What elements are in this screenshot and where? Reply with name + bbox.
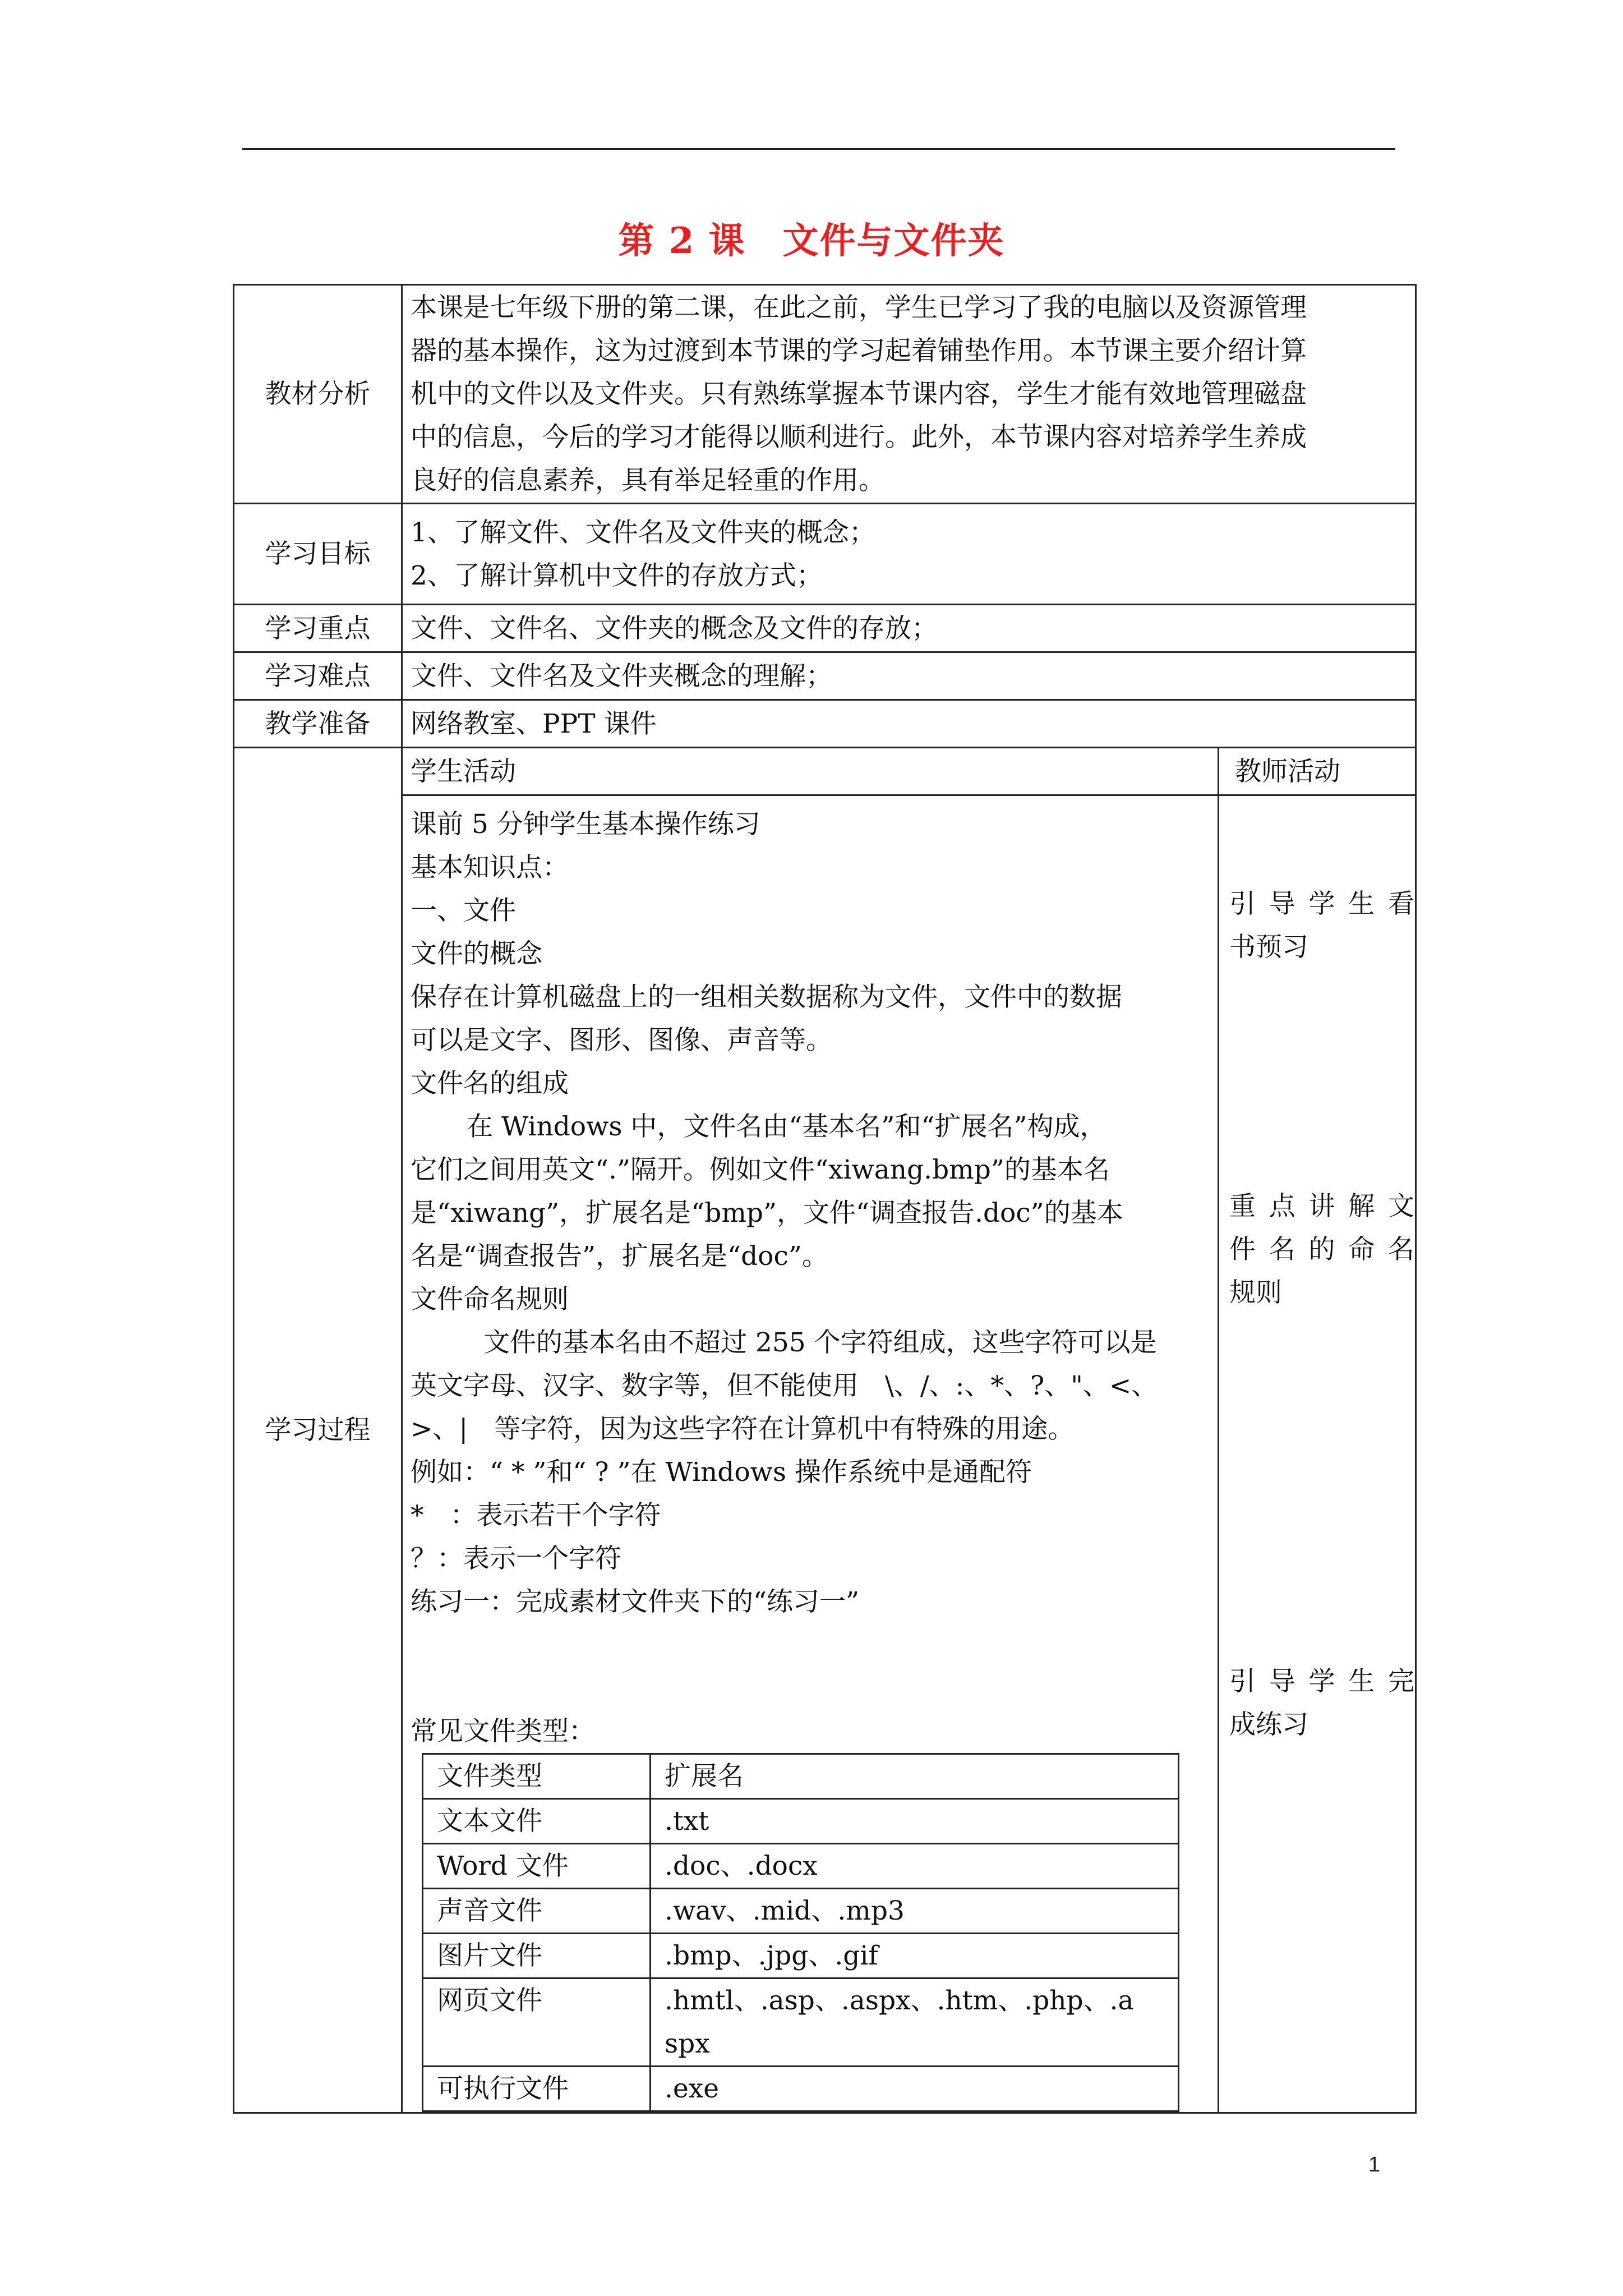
- student-line: 它们之间用英文“.”隔开。例如文件“xiwang.bmp”的基本名: [411, 1154, 1110, 1185]
- extension-cell: .exe: [651, 2067, 1179, 2111]
- material-analysis-row: [234, 285, 1416, 504]
- student-line: 课前 5 分钟学生基本操作练习: [411, 809, 760, 840]
- material-line: 器的基本操作，这为过渡到本节课的学习起着铺垫作用。本节课主要介绍计算: [411, 335, 1307, 366]
- extension-cell: .wav、.mid、.mp3: [651, 1889, 1179, 1934]
- learning-goals-row: [234, 504, 1416, 605]
- teacher-note-line: 规则: [1229, 1277, 1282, 1308]
- student-line: 一、文件: [411, 895, 516, 926]
- file-types-table: [422, 1753, 1179, 2112]
- difficulties-row: [234, 652, 1416, 700]
- material-line: 中的信息，今后的学习才能得以顺利进行。此外，本节课内容对培养学生养成: [411, 422, 1307, 453]
- learning-goals-label: 学习目标: [234, 504, 402, 605]
- header-rule: [242, 148, 1395, 150]
- extension-cell: [651, 1978, 1179, 2067]
- student-line: 英文字母、汉字、数字等，但不能使用 \、/、:、*、?、"、<、: [411, 1370, 1158, 1401]
- material-analysis-label: 教材分析: [234, 285, 402, 504]
- student-line: * ：表示若干个字符: [411, 1500, 661, 1531]
- difficulties-content: 文件、文件名及文件夹概念的理解；: [402, 652, 1416, 700]
- file-type-cell: 可执行文件: [423, 2067, 651, 2111]
- file-type-header: 文件类型: [423, 1754, 651, 1799]
- student-line: 例如：“ * ”和“ ? ”在 Windows 操作系统中是通配符: [411, 1457, 1032, 1488]
- student-line: 文件的概念: [411, 938, 542, 969]
- teacher-activity-header: 教师活动: [1219, 748, 1416, 795]
- file-type-cell: 图片文件: [423, 1934, 651, 1978]
- learning-goals-content: [402, 504, 1416, 605]
- student-activity-header: 学生活动: [402, 748, 1219, 795]
- table-row: [423, 1844, 1179, 1889]
- goal-line: 2、了解计算机中文件的存放方式；: [411, 560, 823, 591]
- student-line: 基本知识点：: [411, 852, 569, 883]
- process-body-row: [234, 795, 1416, 2113]
- table-row: [423, 1889, 1179, 1934]
- file-type-cell: Word 文件: [423, 1844, 651, 1889]
- teacher-note: [1229, 1660, 1414, 1746]
- extension-line: .hmtl、.asp、.aspx、.htm、.php、.a: [665, 1985, 1134, 2016]
- student-line: 文件名的组成: [411, 1068, 569, 1099]
- table-row: [423, 1978, 1179, 2067]
- student-line: 名是“调查报告”，扩展名是“doc”。: [411, 1241, 828, 1272]
- lesson-title: 第 2 课 文件与文件夹: [618, 220, 1005, 262]
- student-line: >、| 等字符，因为这些字符在计算机中有特殊的用途。: [411, 1414, 1075, 1444]
- teacher-note-line: 引导学生完: [1229, 1666, 1414, 1697]
- student-line: 文件的基本名由不超过 255 个字符组成，这些字符可以是: [483, 1327, 1157, 1358]
- difficulties-label: 学习难点: [234, 652, 402, 700]
- table-row: [423, 1799, 1179, 1844]
- material-line: 本课是七年级下册的第二课，在此之前，学生已学习了我的电脑以及资源管理: [411, 292, 1307, 323]
- extension-cell: .txt: [651, 1799, 1179, 1844]
- table-row: [423, 1934, 1179, 1978]
- page-number: 1: [1368, 2153, 1381, 2177]
- teacher-note: [1229, 1185, 1414, 1314]
- teaching-prep-row: [234, 700, 1416, 748]
- teacher-note-line: 重点讲解文: [1229, 1191, 1414, 1222]
- lesson-plan-table: [233, 284, 1417, 2114]
- teaching-prep-content: 网络教室、PPT 课件: [402, 700, 1416, 748]
- extension-header: 扩展名: [651, 1754, 1179, 1799]
- key-points-row: [234, 605, 1416, 652]
- teacher-note-line: 引导学生看: [1229, 889, 1414, 919]
- extension-cell: .doc、.docx: [651, 1844, 1179, 1889]
- material-line: 机中的文件以及文件夹。只有熟练掌握本节课内容，学生才能有效地管理磁盘: [411, 379, 1307, 409]
- extension-cell: .bmp、.jpg、.gif: [651, 1934, 1179, 1978]
- goal-line: 1、了解文件、文件名及文件夹的概念；: [411, 517, 875, 548]
- student-line: 保存在计算机磁盘上的一组相关数据称为文件，文件中的数据: [411, 982, 1122, 1013]
- teacher-note: [1229, 882, 1414, 969]
- learning-process-label: 学习过程: [234, 748, 402, 2113]
- teacher-activity-content: [1219, 795, 1416, 2113]
- file-type-cell: 文本文件: [423, 1799, 651, 1844]
- file-types-header-row: [423, 1754, 1179, 1799]
- teaching-prep-label: 教学准备: [234, 700, 402, 748]
- extension-line: spx: [665, 2028, 710, 2059]
- file-type-cell: 网页文件: [423, 1978, 651, 2067]
- student-line: ？：表示一个字符: [411, 1543, 621, 1574]
- key-points-label: 学习重点: [234, 605, 402, 652]
- teacher-note-line: 成练习: [1229, 1709, 1308, 1740]
- material-analysis-content: [402, 285, 1416, 504]
- student-activity-content: [402, 795, 1219, 2113]
- key-points-content: 文件、文件名、文件夹的概念及文件的存放；: [402, 605, 1416, 652]
- student-line: 文件命名规则: [411, 1284, 569, 1315]
- student-line: 在 Windows 中，文件名由“基本名”和“扩展名”构成，: [467, 1111, 1106, 1142]
- student-line: 可以是文字、图形、图像、声音等。: [411, 1025, 832, 1056]
- student-line: 练习一：完成素材文件夹下的“练习一”: [411, 1586, 860, 1617]
- material-line: 良好的信息素养，具有举足轻重的作用。: [411, 465, 885, 496]
- student-line: 常见文件类型：: [411, 1716, 595, 1747]
- student-line: 是“xiwang”，扩展名是“bmp”，文件“调查报告.doc”的基本: [411, 1198, 1123, 1228]
- table-row: [423, 2067, 1179, 2111]
- teacher-note-line: 书预习: [1229, 932, 1308, 963]
- teacher-note-line: 件名的命名: [1229, 1234, 1414, 1265]
- process-header-row: [234, 748, 1416, 795]
- file-type-cell: 声音文件: [423, 1889, 651, 1934]
